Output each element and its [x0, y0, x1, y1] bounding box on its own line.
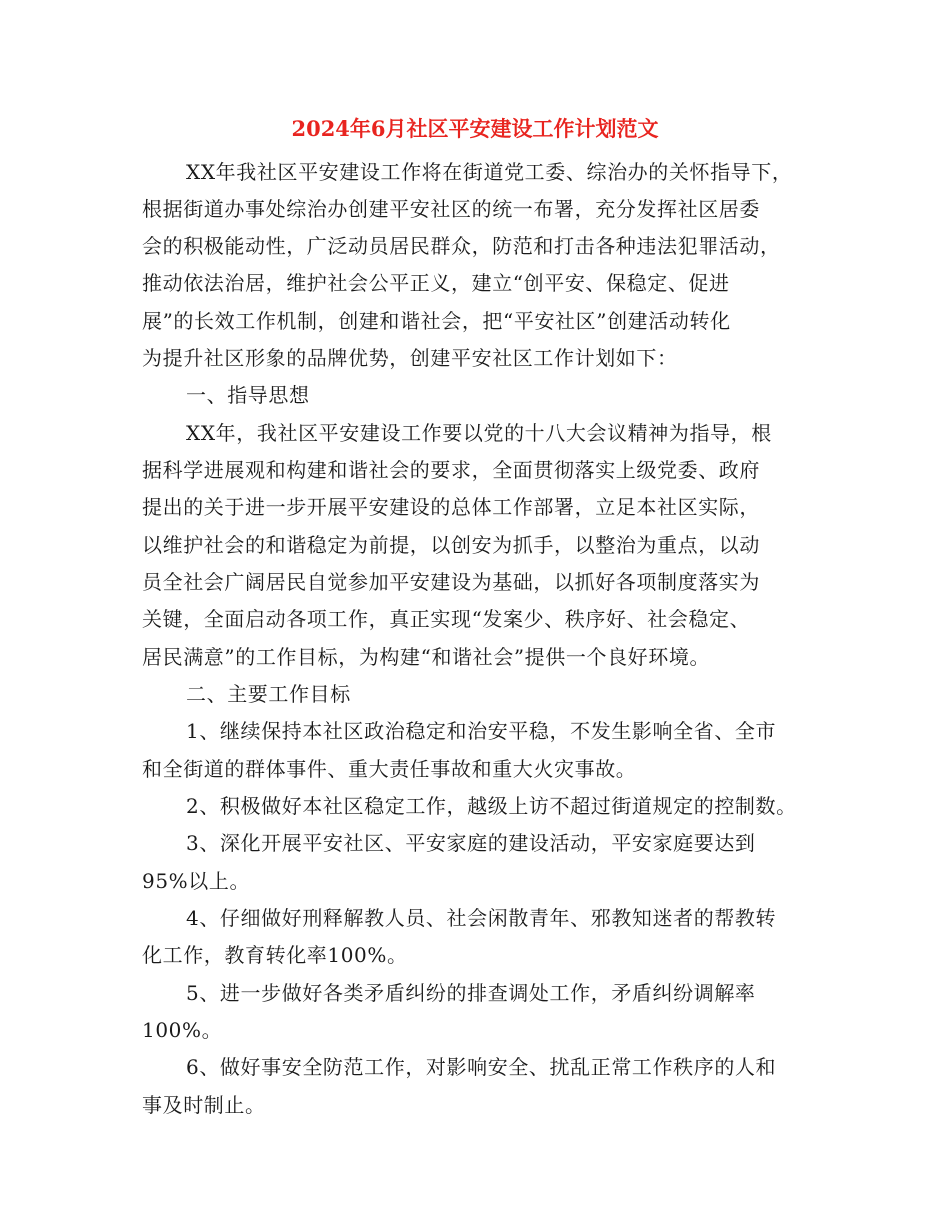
list-item-line: 6、做好事安全防范工作，对影响安全、扰乱正常工作秩序的人和	[186, 1055, 777, 1079]
list-item-line: 化工作，教育转化率100%。	[142, 943, 408, 967]
list-item-line: 2、积极做好本社区稳定工作，越级上访不超过街道规定的控制数。	[186, 794, 797, 818]
list-item-line: 100%。	[142, 1018, 223, 1042]
document-title: 2024年6月社区平安建设工作计划范文	[291, 116, 659, 141]
paragraph-line: 展”的长效工作机制，创建和谐社会，把“平安社区”创建活动转化	[142, 309, 731, 333]
paragraph-line: XX年，我社区平安建设工作要以党的十八大会议精神为指导，根	[186, 421, 772, 445]
list-item-line: 1、继续保持本社区政治稳定和治安平稳，不发生影响全省、全市	[186, 719, 777, 743]
section-heading: 一、指导思想	[186, 383, 310, 407]
paragraph-line: 根据街道办事处综治办创建平安社区的统一布署，充分发挥社区居委	[142, 197, 760, 221]
list-item-line: 3、深化开展平安社区、平安家庭的建设活动，平安家庭要达到	[186, 831, 756, 855]
list-item-line: 和全街道的群体事件、重大责任事故和重大火灾事故。	[142, 757, 637, 781]
paragraph-line: 提出的关于进一步开展平安建设的总体工作部署，立足本社区实际，	[142, 495, 760, 519]
paragraph-line: 据科学进展观和构建和谐社会的要求，全面贯彻落实上级党委、政府	[142, 458, 760, 482]
paragraph-line: XX年我社区平安建设工作将在街道党工委、综治办的关怀指导下，	[186, 160, 793, 184]
paragraph-line: 推动依法治居，维护社会公平正义，建立“创平安、保稳定、促进	[142, 271, 730, 295]
section-heading: 二、主要工作目标	[186, 682, 351, 706]
paragraph-line: 关键，全面启动各项工作，真正实现“发案少、秩序好、社会稳定、	[142, 607, 751, 631]
list-item-line: 4、仔细做好刑释解教人员、社会闲散青年、邪教知迷者的帮教转	[186, 906, 777, 930]
paragraph-line: 居民满意”的工作目标，为构建“和谐社会”提供一个良好环境。	[142, 645, 711, 669]
paragraph-line: 会的积极能动性，广泛动员居民群众，防范和打击各种违法犯罪活动，	[142, 234, 781, 258]
list-item-line: 5、进一步做好各类矛盾纠纷的排查调处工作，矛盾纠纷调解率	[186, 981, 756, 1005]
list-item-line: 事及时制止。	[142, 1093, 266, 1117]
paragraph-line: 为提升社区形象的品牌优势，创建平安社区工作计划如下：	[142, 346, 678, 370]
paragraph-line: 以维护社会的和谐稳定为前提，以创安为抓手，以整治为重点，以动	[142, 533, 760, 557]
list-item-line: 95%以上。	[142, 869, 251, 893]
paragraph-line: 员全社会广阔居民自觉参加平安建设为基础，以抓好各项制度落实为	[142, 570, 760, 594]
